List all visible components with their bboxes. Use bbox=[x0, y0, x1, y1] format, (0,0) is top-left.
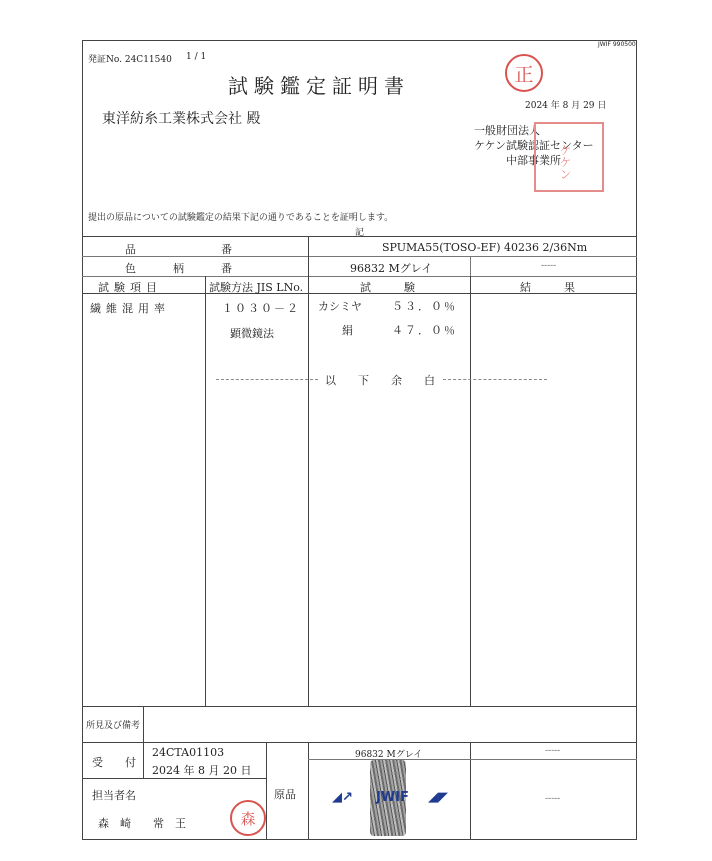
fiber-value: ５３．０％ bbox=[392, 300, 457, 313]
table-line bbox=[266, 742, 267, 840]
ki-mark: 記 bbox=[355, 228, 365, 238]
method-name: 顕微鏡法 bbox=[230, 327, 274, 340]
table-line bbox=[82, 276, 637, 277]
remarks-label: 所見及び備考 bbox=[86, 721, 141, 731]
sample-extra-bottom: ----- bbox=[545, 794, 561, 804]
person-seal-icon: 森 bbox=[230, 800, 266, 836]
receipt-label: 受 付 bbox=[92, 756, 136, 769]
table-line bbox=[470, 256, 471, 276]
col-header-result: 結 果 bbox=[520, 281, 575, 294]
blank-note: 以 下 余 白 bbox=[325, 374, 435, 387]
sample-extra-top: ----- bbox=[545, 746, 561, 756]
blank-dash-right bbox=[443, 379, 547, 380]
shikigara-extra: ----- bbox=[541, 261, 557, 271]
hinban-value: SPUMA55(TOSO-EF) 40236 2/36Nm bbox=[382, 241, 588, 254]
table-line bbox=[470, 276, 471, 706]
table-line bbox=[308, 742, 309, 840]
issuer-line-1: 一般財団法人 bbox=[474, 124, 540, 137]
hinban-label: 品 番 bbox=[125, 243, 237, 256]
jwif-right-logo-icon: ◢◤ bbox=[428, 790, 448, 805]
col-header-item: 試験項目 bbox=[98, 281, 162, 294]
method-code: １０３０－２ bbox=[222, 302, 300, 315]
person-label: 担当者名 bbox=[92, 789, 136, 802]
issue-date: 2024 年 8 月 29 日 bbox=[525, 101, 607, 111]
corner-code: JWIF 990500 bbox=[598, 41, 636, 48]
approval-seal-icon: 正 bbox=[505, 54, 543, 92]
person-name: 森 崎 常 王 bbox=[98, 817, 186, 830]
shikigara-value: 96832 Mグレイ bbox=[350, 262, 433, 275]
sample-color: 96832 Mグレイ bbox=[355, 750, 423, 760]
table-line bbox=[82, 236, 637, 237]
table-line bbox=[205, 276, 206, 706]
fiber-value: ４７．０％ bbox=[392, 324, 457, 337]
page-indicator: 1 / 1 bbox=[186, 52, 207, 62]
issuer-stamp-icon: ケケン bbox=[534, 122, 604, 192]
genpin-label: 原品 bbox=[274, 788, 296, 801]
col-header-method: 試験方法 JIS LNo. bbox=[209, 281, 304, 294]
fiber-name: 絹 bbox=[342, 324, 353, 337]
receipt-date: 2024 年 8 月 20 日 bbox=[152, 764, 252, 777]
shikigara-label: 色 柄 番 bbox=[125, 262, 237, 275]
test-item: 繊維混用率 bbox=[90, 302, 170, 315]
blank-dash-left bbox=[216, 379, 318, 380]
cert-number: 発証No. 24C11540 bbox=[88, 55, 172, 65]
col-header-test: 試 験 bbox=[360, 281, 415, 294]
table-line bbox=[308, 236, 309, 276]
table-line bbox=[308, 276, 309, 706]
receipt-number: 24CTA01103 bbox=[152, 746, 225, 759]
table-line bbox=[82, 742, 637, 743]
table-line bbox=[82, 706, 637, 707]
addressee: 東洋紡糸工業株式会社 殿 bbox=[102, 111, 261, 127]
jwif-left-logo-icon: ◢↗ bbox=[332, 790, 353, 805]
table-line bbox=[82, 778, 266, 779]
fiber-name: カシミヤ bbox=[318, 300, 362, 313]
jwif-logo: JWIF bbox=[376, 790, 409, 805]
table-line bbox=[143, 742, 144, 778]
table-line bbox=[470, 742, 471, 840]
issuer-line-3: 中部事業所 bbox=[506, 154, 561, 167]
table-line bbox=[143, 706, 144, 742]
page-title: 試験鑑定証明書 bbox=[228, 74, 410, 98]
statement: 提出の原品についての試験鑑定の結果下記の通りであることを証明します。 bbox=[88, 213, 394, 223]
issuer-line-2: ケケン試験認証センター bbox=[474, 139, 594, 152]
